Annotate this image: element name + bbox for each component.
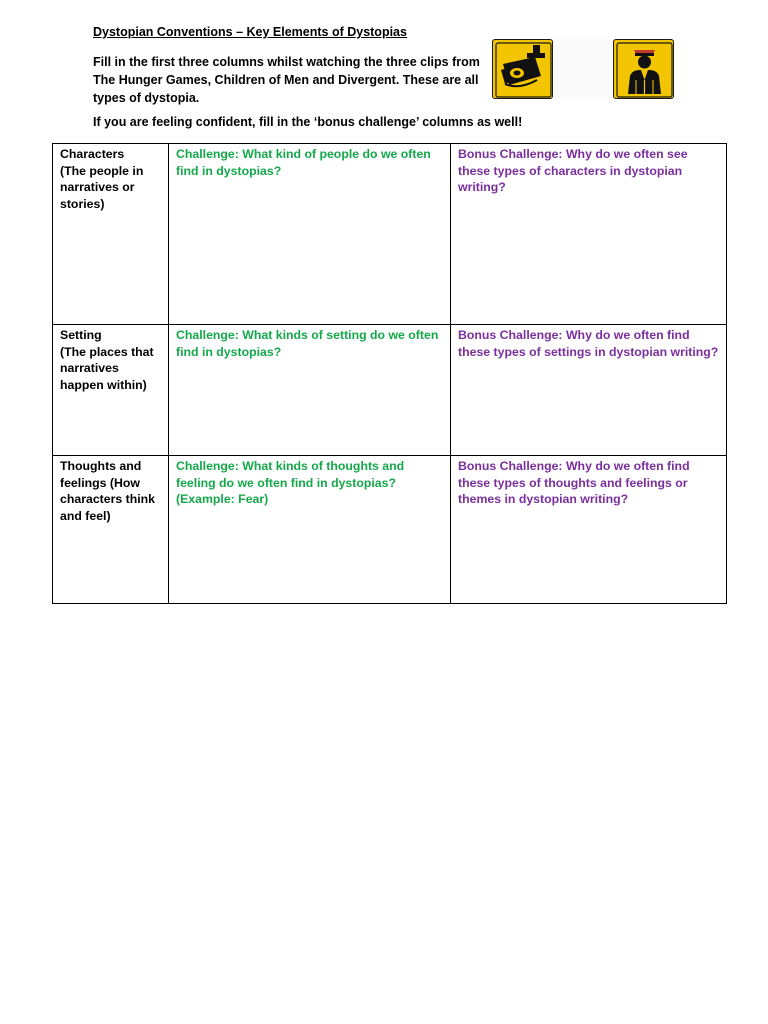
row-heading-cell[interactable]: [53, 325, 169, 456]
challenge-cell[interactable]: [169, 325, 451, 456]
row-heading-cell[interactable]: [53, 144, 169, 325]
row-subheading: (The places that narratives happen within): [60, 344, 154, 392]
row-subheading: (The people in narratives or stories): [60, 163, 144, 211]
conventions-table: [52, 143, 727, 604]
table-row: [53, 456, 727, 604]
guard-icon: [613, 39, 674, 99]
bonus-challenge-cell[interactable]: [451, 456, 727, 604]
bonus-challenge-prompt: Bonus Challenge: Why do we often find these types of settings in dystopian writing?: [458, 328, 719, 359]
bonus-note: If you are feeling confident, fill in the ‘bonus challenge’ columns as well!: [93, 115, 523, 129]
bonus-challenge-prompt: Bonus Challenge: Why do we often find these types of thoughts and feelings or themes in dystopian writing?: [458, 459, 690, 506]
table-row: [53, 325, 727, 456]
table-row: [53, 144, 727, 325]
document-title: Dystopian Conventions – Key Elements of Dystopias: [93, 25, 407, 39]
bonus-challenge-cell[interactable]: [451, 144, 727, 325]
row-heading-cell[interactable]: [53, 456, 169, 604]
challenge-cell[interactable]: [169, 144, 451, 325]
surveillance-camera-icon: [492, 39, 553, 99]
image-spacer: [553, 39, 613, 99]
challenge-prompt: Challenge: What kinds of setting do we often find in dystopias?: [176, 328, 439, 359]
bonus-challenge-cell[interactable]: [451, 325, 727, 456]
bonus-challenge-prompt: Bonus Challenge: Why do we often see these types of characters in dystopian writing?: [458, 147, 688, 194]
row-heading: Setting: [60, 328, 102, 342]
challenge-prompt: Challenge: What kind of people do we often find in dystopias?: [176, 147, 431, 178]
challenge-prompt: Challenge: What kinds of thoughts and feeling do we often find in dystopias? (Example: Fear): [176, 459, 405, 506]
row-heading: Thoughts and feelings (How characters think and feel): [60, 459, 156, 523]
instructions-line: The Hunger Games, Children of Men and Divergent. These are all: [93, 73, 479, 87]
row-heading: Characters: [60, 147, 125, 161]
instructions: [93, 53, 478, 107]
instructions-line: types of dystopia.: [93, 91, 200, 105]
instructions-line: Fill in the first three columns whilst watching the three clips from: [93, 55, 480, 69]
challenge-cell[interactable]: [169, 456, 451, 604]
